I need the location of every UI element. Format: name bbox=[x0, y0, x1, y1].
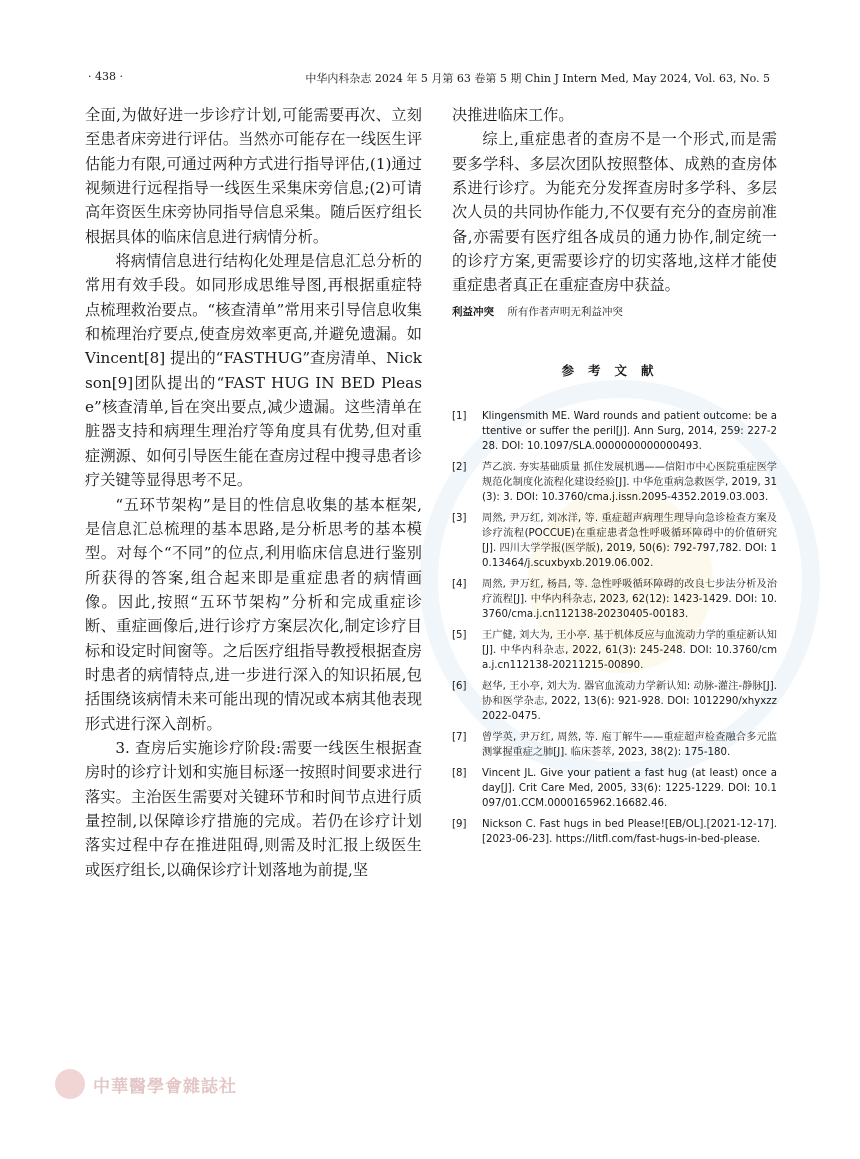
conflict-text: 所有作者声明无利益冲突 bbox=[507, 305, 623, 318]
reference-item bbox=[452, 577, 777, 622]
reference-text: 周然, 尹万红, 杨昌, 等. 急性呼吸循环障碍的改良七步法分析及治疗流程[J]. 中华内科杂志, 2023, 62(12): 1423-1429. DOI: 10.3760/cma.j.cn112138-20230405-00183. bbox=[482, 578, 777, 620]
reference-number: [4] bbox=[452, 578, 467, 590]
reference-item bbox=[452, 730, 777, 760]
reference-text: Klingensmith ME. Ward rounds and patient outcome: be attentive or suffer the peril[J]. Ann Surg, 2014, 259: 227-228. DOI: 10.1097/SLA.0000000000000493. bbox=[482, 410, 777, 452]
reference-number: [7] bbox=[452, 731, 467, 743]
body-paragraph: 决推进临床工作。 bbox=[452, 106, 574, 124]
reference-text: 王广健, 刘大为, 王小亭. 基于机体反应与血流动力学的重症新认知[J]. 中华内科杂志, 2022, 61(3): 245-248. DOI: 10.3760/cma.j.cn112138-20211215-00890. bbox=[482, 629, 777, 671]
publisher-logo bbox=[55, 1067, 237, 1101]
publisher-seal-icon bbox=[55, 1069, 85, 1099]
reference-number: [9] bbox=[452, 818, 467, 830]
reference-list bbox=[452, 409, 777, 847]
body-paragraph: 3. 查房后实施诊疗阶段:需要一线医生根据查房时的诊疗计划和实施目标逐一按照时间要求进行落实。主治医生需要对关键环节和时间节点进行质量控制,以保障诊疗措施的完成。若仍在诊疗计划落实过程中存在推进阻碍,则需及时汇报上级医生或医疗组长,以确保诊疗计划落地为前提,坚 bbox=[85, 738, 422, 879]
reference-item bbox=[452, 511, 777, 571]
conflict-label: 利益冲突 bbox=[452, 305, 494, 318]
conflict-of-interest bbox=[452, 304, 777, 319]
running-header bbox=[88, 70, 770, 86]
reference-text: 曾学英, 尹万红, 周然, 等. 庖丁解牛——重症超声检查融合多元监测掌握重症之肺[J]. 临床荟萃, 2023, 38(2): 175-180. bbox=[482, 731, 777, 758]
left-column bbox=[85, 103, 422, 882]
body-paragraph: 将病情信息进行结构化处理是信息汇总分析的常用有效手段。如同形成思维导图,再根据重症特点梳理救治要点。“核查清单”常用来引导信息收集和梳理治疗要点,使查房效率更高,并避免遗漏。如 Vincent[8] 提出的“FASTHUG”查房清单、Nickson[9]团队提出的“FAST HUG IN BED Please”核查清单,旨在突出要点,减少遗漏。这些清单在脏器支持和病理生理治疗等角度具有优势,但对重症溯源、如何引导医生能在查房过程中搜寻患者诊疗关键等显得思考不足。 bbox=[85, 252, 422, 490]
reference-item bbox=[452, 409, 777, 454]
right-column bbox=[452, 103, 777, 853]
reference-text: 赵华, 王小亭, 刘大为. 器官血流动力学新认知: 动脉-灌注-静脉[J]. 协和医学杂志, 2022, 13(6): 921-928. DOI: 1012290/xhyxzz2022-0475. bbox=[482, 680, 777, 722]
reference-item bbox=[452, 460, 777, 505]
reference-text: Vincent JL. Give your patient a fast hug (at least) once a day[J]. Crit Care Med, 2005, 33(6): 1225-1229. DOI: 10.1097/01.CCM.0000165962.16682.46. bbox=[482, 767, 777, 809]
page-number: · 438 · bbox=[88, 70, 123, 83]
reference-item bbox=[452, 628, 777, 673]
body-paragraph: 全面,为做好进一步诊疗计划,可能需要再次、立刻至患者床旁进行评估。当然亦可能存在一线医生评估能力有限,可通过两种方式进行指导评估,(1)通过视频进行远程指导一线医生采集床旁信息;(2)可请高年资医生床旁协同指导信息采集。随后医疗组长根据具体的临床信息进行病情分析。 bbox=[85, 106, 422, 246]
reference-number: [6] bbox=[452, 680, 467, 692]
reference-item bbox=[452, 766, 777, 811]
reference-text: Nickson C. Fast hugs in bed Please![EB/OL].[2021-12-17]. [2023-06-23]. https://litfl.com/fast-hugs-in-bed-please. bbox=[482, 818, 777, 845]
reference-text: 芦乙滨. 夯实基础质量 抓住发展机遇——信阳市中心医院重症医学规范化制度化流程化建设经验[J]. 中华危重病急救医学, 2019, 31(3): 3. DOI: 10.3760/cma.j.issn.2095-4352.2019.03.003. bbox=[482, 461, 777, 503]
publisher-name: 中華醫學會雜誌社 bbox=[93, 1076, 237, 1097]
body-paragraph: 综上,重症患者的查房不是一个形式,而是需要多学科、多层次团队按照整体、成熟的查房体系进行诊疗。为能充分发挥查房时多学科、多层次人员的共同协作能力,不仅要有充分的查房前准备,亦需要有医疗组各成员的通力协作,制定统一的诊疗方案,更需要诊疗的切实落地,这样才能使重症患者真正在重症查房中获益。 bbox=[452, 130, 777, 295]
reference-text: 周然, 尹万红, 刘冰洋, 等. 重症超声病理生理导向急诊检查方案及诊疗流程(POCCUE)在重症患者急性呼吸循环障碍中的价值研究[J]. 四川大学学报(医学版), 2019, 50(6): 792-797,782. DOI: 10.13464/j.scuxbyxb.2019.06.002. bbox=[482, 512, 777, 569]
references-heading: 参考文献 bbox=[561, 362, 668, 378]
reference-number: [2] bbox=[452, 461, 467, 473]
reference-number: [3] bbox=[452, 512, 467, 524]
reference-number: [5] bbox=[452, 629, 467, 641]
reference-item bbox=[452, 817, 777, 847]
reference-number: [8] bbox=[452, 767, 467, 779]
journal-citation: 中华内科杂志 2024 年 5 月第 63 卷第 5 期 Chin J Intern Med, May 2024, Vol. 63, No. 5 bbox=[305, 72, 770, 85]
body-paragraph: “五环节架构”是目的性信息收集的基本框架,是信息汇总梳理的基本思路,是分析思考的基本模型。对每个“不同”的位点,利用临床信息进行鉴别所获得的答案,组合起来即是重症患者的病情画像。因此,按照“五环节架构”分析和完成重症诊断、重症画像后,进行诊疗方案层次化,制定诊疗目标和设定时间窗等。之后医疗组指导教授根据查房时患者的病情特点,进一步进行深入的知识拓展,包括围绕该病情未来可能出现的情况或本病其他表现形式进行深入剖析。 bbox=[85, 495, 422, 733]
reference-number: [1] bbox=[452, 410, 467, 422]
reference-item bbox=[452, 679, 777, 724]
